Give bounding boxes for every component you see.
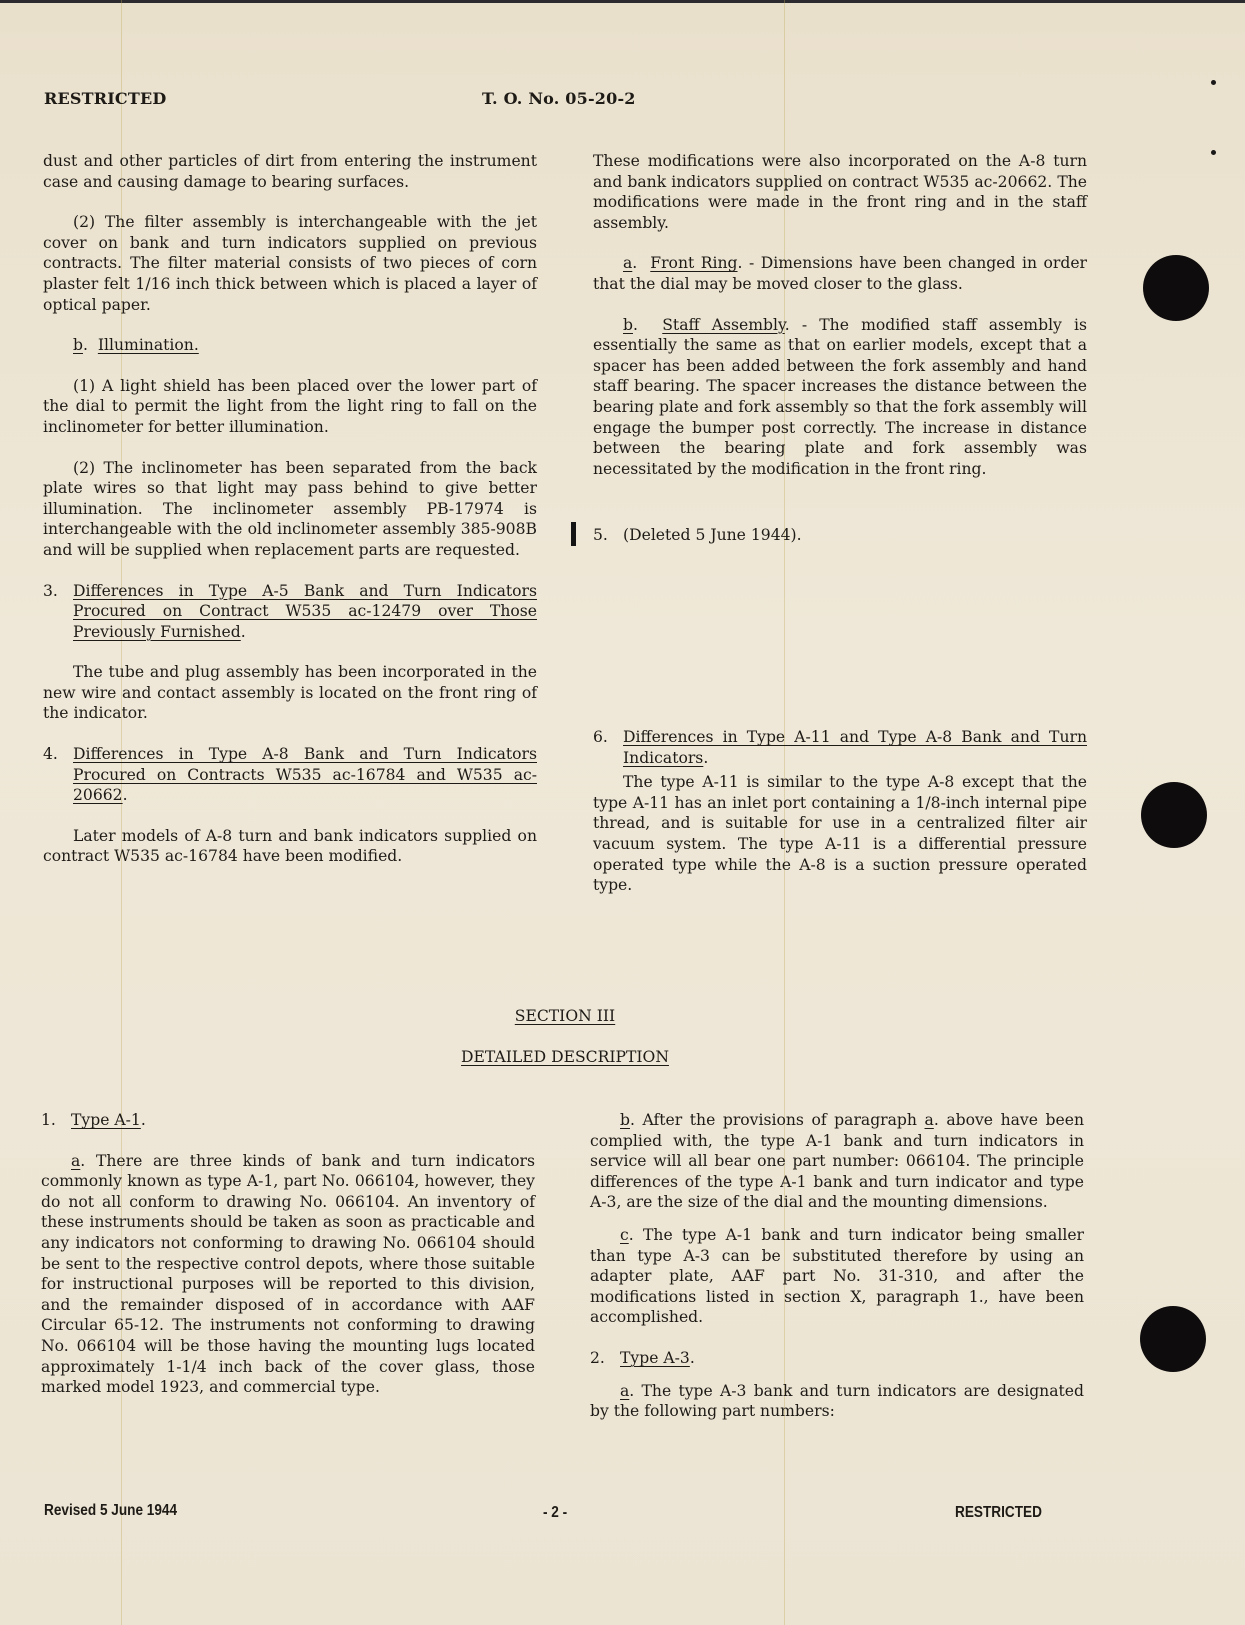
right-column-section-6 (593, 727, 1087, 896)
paragraph-illumination-2: (2) The inclinometer has been separated from the back plate wires so that light may pass behind to give better illumination. The inclinometer assembly PB-17974 is interchangeable with the old inclinometer assembly 385-908B and will be supplied when replacement parts are requested. (43, 458, 537, 559)
paragraph-modifications: These modifications were also incorporated on the A-8 turn and bank indicators supplied on contract W535 ac-20662. The modifications were made in the front ring and in the staff assembly. (593, 152, 1087, 232)
heading-number: 3. (43, 581, 58, 600)
right-column-upper (593, 151, 1087, 479)
lower-right-column (590, 1110, 1084, 1422)
section-title-text: DETAILED DESCRIPTION (461, 1048, 669, 1066)
heading-title: Type A-3 (620, 1348, 690, 1367)
subheading-letter: b (73, 336, 83, 355)
left-column-upper (43, 151, 537, 867)
item-letter: b (620, 1111, 630, 1129)
subheading-illumination: b. Illumination. (73, 336, 199, 355)
paragraph-section-6: The type A-11 is similar to the type A-8 except that the type A-11 has an inlet port containing a 1/8-inch internal pipe thread, and is suitable for use in a centralized filter air vacuum system. The type A-11 is a differential pressure operated type while the A-8 is a suction pressure operated type. (593, 773, 1087, 895)
lower-left-column (41, 1110, 535, 1398)
paper-speck (1211, 80, 1216, 85)
paragraph-type-a1-c (590, 1225, 1084, 1328)
item-body: . After the provisions of paragraph (629, 1111, 925, 1129)
binder-hole (1141, 782, 1207, 848)
paper-speck (1211, 150, 1216, 155)
paragraph-type-a1-a (41, 1151, 535, 1398)
footer-page-number: - 2 - (543, 1504, 568, 1521)
item-letter: a (620, 1381, 630, 1400)
item-letter: a (623, 254, 633, 273)
footer-revision-date: Revised 5 June 1944 (44, 1502, 178, 1519)
heading-section-5 (593, 526, 802, 544)
item-letter: b (623, 315, 633, 334)
header-classification: RESTRICTED (44, 89, 167, 108)
heading-number: 2. (590, 1348, 605, 1367)
heading-type-a3: 2. Type A-3. (590, 1348, 695, 1367)
heading-number: 1. (41, 1111, 56, 1129)
heading-title: Type A-1 (71, 1111, 141, 1129)
item-body: . - The modified staff assembly is essentially the same as that on earlier models, except that a spacer has been added between the fork assembly and hand staff bearing. The spacer increases the distance between the bearing plate and fork assembly so that the fork assembly will engage the bumper post correctly. The increase in distance between the bearing plate and fork assembly was necessitated by the modification in the front ring. (593, 315, 1087, 478)
paragraph-section-3: The tube and plug assembly has been incorporated in the new wire and contact assembly is located on the front ring of the indicator. (43, 663, 537, 723)
section-title (0, 1048, 1130, 1066)
item-title: Front Ring (650, 254, 738, 273)
paragraph-dust: dust and other particles of dirt from entering the instrument case and causing damage to bearing surfaces. (43, 152, 537, 191)
heading-title: Differences in Type A-8 Bank and Turn Indicators Procured on Contracts W535 ac-16784 and W535 ac-20662 (73, 745, 537, 805)
section-number (0, 1007, 1130, 1025)
heading-section-4: 4. Differences in Type A-8 Bank and Turn Indicators Procured on Contracts W535 ac-16784 and W535 ac-20662. (43, 745, 537, 805)
heading-number: 6. (593, 728, 608, 746)
header-document-number: T. O. No. 05-20-2 (482, 89, 636, 108)
item-body: . - Dimensions have been changed in order that the dial may be moved closer to the glass. (593, 254, 1088, 293)
item-title: Staff Assembly (662, 315, 785, 334)
item-body: . The type A-1 bank and turn indicator being smaller than type A-3 can be substituted therefore by using an adapter plate, AAF part No. 31-310, and after the modifications listed in section X, paragraph 1., have been accomplished. (590, 1225, 1084, 1327)
item-letter: c (620, 1225, 629, 1244)
heading-title: Differences in Type A-11 and Type A-8 Bank and Turn Indicators (623, 728, 1087, 767)
paragraph-section-4: Later models of A-8 turn and bank indicators supplied on contract W535 ac-16784 have been modified. (43, 826, 537, 866)
deleted-note: (Deleted 5 June 1944). (623, 526, 802, 544)
subheading-title: Illumination. (97, 336, 199, 355)
footer-classification: RESTRICTED (955, 1504, 1042, 1521)
item-body: . above have been complied with, the type A-1 bank and turn indicators in service will all bear one part number: 066104. The principle differences of the type A-1 bank and turn indicator and type A-3, are the size of the dial and the mounting dimensions. (590, 1111, 1084, 1212)
paragraph-staff-assembly: b. Staff Assembly. - The modified staff assembly is essentially the same as that on earlier models, except that a spacer has been added between the fork assembly and hand staff bearing. The spacer increases the distance between the bearing plate and fork assembly so that the fork assembly will engage the bumper post correctly. The increase in distance between the bearing plate and fork assembly was necessitated by the modification in the front ring. (593, 315, 1087, 478)
paragraph-type-a1-b (590, 1110, 1084, 1213)
section-number-text: SECTION III (514, 1007, 616, 1025)
item-letter: a (71, 1151, 81, 1170)
item-body: . There are three kinds of bank and turn indicators commonly known as type A-1, part No. 066104, however, they do not all conform to drawing No. 066104. An inventory of these instruments should be taken as soon as practicable and any indicators not conforming to drawing No. 066104 should be sent to the respective control depots, where those suitable for instructional purposes will be reported to this division, and the remainder disposed of in accordance with AAF Circular 65-12. The instruments not conforming to drawing No. 066104 will be those having the mounting lugs located approximately 1-1/4 inch back of the cover glass, those marked model 1923, and commercial type. (41, 1151, 535, 1397)
binder-hole (1140, 1306, 1206, 1372)
heading-type-a1: 1. Type A-1. (41, 1111, 146, 1129)
heading-number: 5. (593, 526, 608, 544)
paragraph-illumination-1: (1) A light shield has been placed over the lower part of the dial to permit the light from the light ring to fall on the inclinometer for better illumination. (43, 376, 537, 436)
heading-title: Differences in Type A-5 Bank and Turn Indicators Procured on Contract W535 ac-12479 over Those Previously Furnished (73, 581, 537, 641)
scan-top-edge (0, 0, 1245, 3)
revision-change-bar (571, 522, 576, 546)
paragraph-filter-2: (2) The filter assembly is interchangeable with the jet cover on bank and turn indicators supplied on previous contracts. The filter material consists of two pieces of corn plaster felt 1/16 inch thick between which is placed a layer of optical paper. (43, 213, 537, 314)
binder-hole (1143, 255, 1209, 321)
item-body: . The type A-3 bank and turn indicators are designated by the following part numbers: (590, 1381, 1084, 1421)
heading-section-6: 6. Differences in Type A-11 and Type A-8 Bank and Turn Indicators. (593, 728, 1087, 767)
paragraph-type-a3-a (590, 1381, 1084, 1422)
heading-number: 4. (43, 745, 58, 764)
paragraph-reference: a (924, 1111, 934, 1129)
paragraph-front-ring: a. Front Ring. - Dimensions have been changed in order that the dial may be moved closer to the glass. (593, 254, 1088, 293)
heading-section-3: 3. Differences in Type A-5 Bank and Turn Indicators Procured on Contract W535 ac-12479 over Those Previously Furnished. (43, 581, 537, 641)
